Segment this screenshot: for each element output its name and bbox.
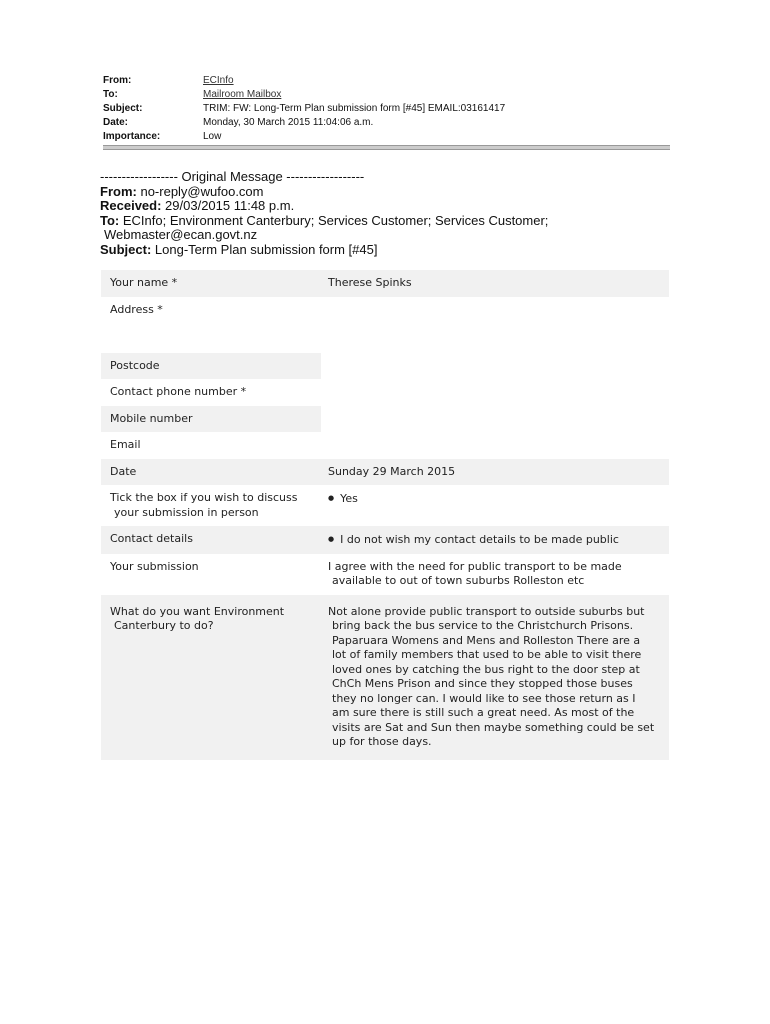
email-header (103, 74, 673, 144)
want-line: loved ones by catching the bus right to the door step at (332, 662, 640, 676)
subject-value: TRIM: FW: Long-Term Plan submission form [#45] EMAIL:03161417 (203, 103, 506, 114)
to-link[interactable]: Mailroom Mailbox (203, 89, 282, 100)
original-from-label: From: (100, 183, 137, 199)
importance-value: Low (203, 131, 222, 142)
row-discuss (101, 485, 669, 526)
to-label: To: (103, 89, 118, 100)
header-to-row (103, 88, 673, 102)
original-to-value-2: Webmaster@ecan.govt.nz (104, 227, 258, 243)
original-subject (100, 243, 680, 258)
original-message-divider: ------------------ Original Message ------------------ (100, 169, 365, 184)
header-from-row (103, 74, 673, 88)
form-date-label: Date (101, 459, 321, 486)
original-subject-label: Subject: (100, 241, 152, 257)
discuss-label-line-2: your submission in person (114, 505, 259, 519)
discuss-label-line-1: Tick the box if you wish to discuss (110, 491, 298, 504)
header-subject-row (103, 102, 673, 116)
row-want (101, 595, 669, 760)
contact-phone-value (321, 379, 669, 406)
your-name-label: Your name * (101, 270, 321, 297)
original-to (100, 214, 680, 229)
want-label-line-2: Canterbury to do? (114, 619, 214, 632)
want-value (321, 599, 669, 756)
want-line: visits are Sat and Sun then maybe something could be set (332, 720, 655, 734)
want-line: lot of family members that used to be able to visit there (332, 648, 642, 661)
row-email (101, 432, 669, 459)
contact-phone-label: Contact phone number * (110, 385, 247, 398)
row-postcode (101, 353, 669, 380)
address-value (321, 297, 669, 353)
header-divider (103, 145, 670, 150)
want-label-line-1: What do you want Environment (110, 604, 285, 618)
address-label: Address * (110, 302, 163, 316)
postcode-label: Postcode (101, 353, 321, 380)
postcode-value (321, 353, 669, 380)
submission-value (321, 554, 669, 595)
original-to-label: To: (100, 212, 120, 228)
email-label: Email (110, 438, 141, 451)
from-link[interactable]: ECInfo (203, 75, 234, 86)
original-from (100, 185, 680, 200)
discuss-label (101, 485, 321, 526)
contact-details-value (321, 526, 669, 554)
your-name-value: Therese Spinks (321, 270, 669, 297)
mobile-label: Mobile number (101, 406, 321, 433)
row-contact-details (101, 526, 669, 554)
want-line: Not alone provide public transport to outside suburbs but (328, 604, 645, 618)
submission-label: Your submission (110, 559, 199, 573)
original-to-value-1: ECInfo; Environment Canterbury; Services Customer; Services Customer; (122, 212, 549, 228)
header-date-row (103, 116, 673, 130)
want-line: bring back the bus service to the Christchurch Prisons. (332, 619, 634, 632)
want-label (101, 599, 321, 756)
contact-details-bullet: ● I do not wish my contact details to be made public (328, 533, 619, 546)
mobile-value (321, 406, 669, 433)
row-submission (101, 554, 669, 595)
row-contact-phone (101, 379, 669, 406)
want-line: they no longer can. I would like to see those return as I (332, 691, 636, 705)
row-date (101, 459, 669, 486)
submission-form-table (101, 270, 669, 760)
email-value (321, 432, 669, 459)
want-line: Paparuara Womens and Mens and Rolleston There are a (332, 633, 641, 647)
contact-details-label: Contact details (101, 526, 321, 554)
header-importance-row (103, 130, 673, 144)
row-address (101, 297, 669, 353)
row-mobile (101, 406, 669, 433)
original-subject-value: Long-Term Plan submission form [#45] (154, 241, 378, 257)
original-received-value: 29/03/2015 11:48 p.m. (165, 198, 295, 214)
discuss-bullet: ● Yes (328, 492, 358, 505)
original-message (100, 170, 680, 258)
submission-line-2: available to out of town suburbs Rolleston etc (332, 574, 585, 587)
original-from-value: no-reply@wufoo.com (140, 183, 264, 199)
submission-line-1: I agree with the need for public transport to be made (328, 559, 622, 573)
form-date-value: Sunday 29 March 2015 (321, 459, 669, 486)
row-your-name (101, 270, 669, 297)
original-received-label: Received: (100, 198, 162, 214)
importance-label: Importance: (103, 131, 161, 142)
want-line: up for those days. (332, 735, 432, 748)
date-label: Date: (103, 117, 129, 128)
subject-label: Subject: (103, 103, 143, 114)
want-line: am sure there is still such a great need. As most of the (332, 706, 635, 719)
discuss-value (321, 485, 669, 526)
date-value: Monday, 30 March 2015 11:04:06 a.m. (203, 117, 374, 128)
want-line: ChCh Mens Prison and since they stopped those buses (332, 677, 633, 690)
from-label: From: (103, 75, 132, 86)
original-received (100, 199, 680, 214)
